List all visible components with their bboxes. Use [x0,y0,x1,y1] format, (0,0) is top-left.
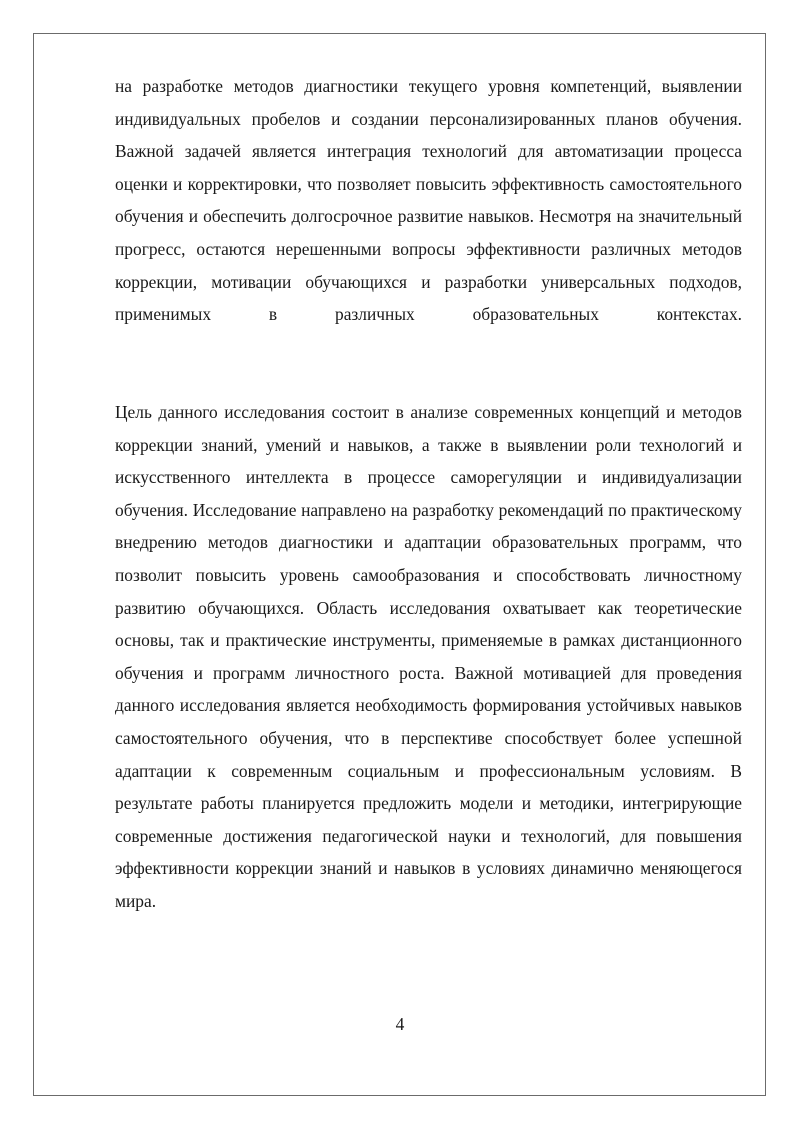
body-paragraph-2: Цель данного исследования состоит в анализе современных концепций и методов коррекции знаний, умений и навыков, а также в выявлении роли технологий и искусственного интеллекта в процессе саморегуляции и индивидуализации обучения. Исследование направлено на разработку рекомендаций по практическому внедрению методов диагностики и адаптации образовательных программ, что позволит повысить уровень самообразования и способствовать личностному развитию обучающихся. Область исследования охватывает как теоретические основы, так и практические инструменты, применяемые в рамках дистанционного обучения и программ личностного роста. Важной мотивацией для проведения данного исследования является необходимость формирования устойчивых навыков самостоятельного обучения, что в перспективе способствует более успешной адаптации к современным социальным и профессиональным условиям. В результате работы планируется предложить модели и методики, интегрирующие современные достижения педагогической науки и технологий, для повышения эффективности коррекции знаний и навыков в условиях динамично меняющегося мира. [115,402,742,911]
page-number: 4 [395,1014,405,1034]
body-paragraph-1: на разработке методов диагностики текущего уровня компетенций, выявлении индивидуальных пробелов и создании персонализированных планов обучения. Важной задачей является интеграция технологий для автоматизации процесса оценки и корректировки, что позволяет повысить эффективность самостоятельного обучения и обеспечить долгосрочное развитие навыков. Несмотря на значительный прогресс, остаются нерешенными вопросы эффективности различных методов коррекции, мотивации обучающихся и разработки универсальных подходов, применимых в различных образовательных контекстах. [115,76,742,325]
